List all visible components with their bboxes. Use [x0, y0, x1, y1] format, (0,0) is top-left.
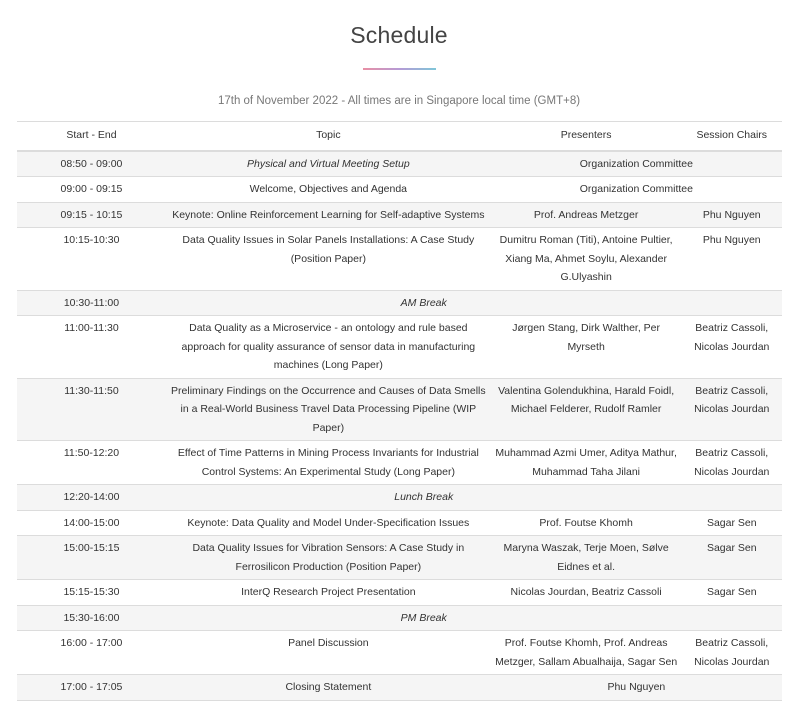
presenters-cell: Valentina Golendukhina, Harald Foidl, Michael Felderer, Rudolf Ramler — [491, 378, 682, 441]
table-row — [17, 675, 782, 701]
chairs-cell: Beatriz Cassoli, Nicolas Jourdan — [682, 316, 783, 379]
time-cell: 12:20-14:00 — [17, 485, 166, 511]
presenters-cell: Jørgen Stang, Dirk Walther, Per Myrseth — [491, 316, 682, 379]
chairs-cell: Sagar Sen — [682, 580, 783, 606]
table-row — [17, 202, 782, 228]
header-start-end: Start - End — [17, 122, 166, 151]
chairs-cell: Beatriz Cassoli, Nicolas Jourdan — [682, 441, 783, 485]
time-cell: 15:15-15:30 — [17, 580, 166, 606]
table-row — [17, 485, 782, 511]
table-row — [17, 536, 782, 580]
header-session-chairs: Session Chairs — [682, 122, 783, 151]
table-row — [17, 631, 782, 675]
topic-cell: Physical and Virtual Meeting Setup — [166, 151, 491, 177]
table-row — [17, 441, 782, 485]
time-cell: 09:15 - 10:15 — [17, 202, 166, 228]
topic-cell: Keynote: Data Quality and Model Under-Specification Issues — [166, 510, 491, 536]
time-cell: 08:50 - 09:00 — [17, 151, 166, 177]
presenters-cell: Organization Committee — [491, 151, 782, 177]
presenters-cell: Nicolas Jourdan, Beatriz Cassoli — [491, 580, 682, 606]
topic-cell: Data Quality as a Microservice - an ontology and rule based approach for quality assurance of sensor data in manufacturing machines (Long Paper) — [166, 316, 491, 379]
presenters-cell: Muhammad Azmi Umer, Aditya Mathur, Muhammad Taha Jilani — [491, 441, 682, 485]
chairs-cell: Phu Nguyen — [682, 202, 783, 228]
chairs-cell — [682, 290, 783, 316]
presenters-cell: Prof. Foutse Khomh, Prof. Andreas Metzger, Sallam Abualhaija, Sagar Sen — [491, 631, 682, 675]
topic-cell: Data Quality Issues for Vibration Sensors: A Case Study in Ferrosilicon Production (Position Paper) — [166, 536, 491, 580]
presenters-cell: Phu Nguyen — [491, 675, 782, 701]
time-cell: 10:15-10:30 — [17, 228, 166, 291]
topic-cell: Panel Discussion — [166, 631, 491, 675]
time-cell: 17:00 - 17:05 — [17, 675, 166, 701]
topic-cell: Keynote: Online Reinforcement Learning for Self-adaptive Systems — [166, 202, 491, 228]
table-row — [17, 510, 782, 536]
schedule-subtitle: 17th of November 2022 - All times are in Singapore local time (GMT+8) — [217, 95, 581, 107]
table-row — [17, 177, 782, 203]
topic-cell: Data Quality Issues in Solar Panels Installations: A Case Study (Position Paper) — [166, 228, 491, 291]
chairs-cell — [682, 485, 783, 511]
presenters-cell: Prof. Foutse Khomh — [491, 510, 682, 536]
page-title: Schedule — [350, 22, 448, 48]
topic-cell: Effect of Time Patterns in Mining Process Invariants for Industrial Control Systems: An Experimental Study (Long Paper) — [166, 441, 491, 485]
chairs-cell: Phu Nguyen — [682, 228, 783, 291]
time-cell: 11:50-12:20 — [17, 441, 166, 485]
time-cell: 11:30-11:50 — [17, 378, 166, 441]
presenters-cell: Dumitru Roman (Titi), Antoine Pultier, Xiang Ma, Ahmet Soylu, Alexander G.Ulyashin — [491, 228, 682, 291]
presenters-cell: Maryna Waszak, Terje Moen, Sølve Eidnes et al. — [491, 536, 682, 580]
time-cell: 15:00-15:15 — [17, 536, 166, 580]
presenters-cell: Prof. Andreas Metzger — [491, 202, 682, 228]
table-header-row — [17, 122, 782, 151]
time-cell: 10:30-11:00 — [17, 290, 166, 316]
chairs-cell: Sagar Sen — [682, 536, 783, 580]
chairs-cell — [682, 605, 783, 631]
topic-cell: Closing Statement — [166, 675, 491, 701]
break-cell: Lunch Break — [166, 485, 682, 511]
break-cell: PM Break — [166, 605, 682, 631]
header-topic: Topic — [166, 122, 491, 151]
presenters-cell: Organization Committee — [491, 177, 782, 203]
time-cell: 14:00-15:00 — [17, 510, 166, 536]
time-cell: 09:00 - 09:15 — [17, 177, 166, 203]
time-cell: 11:00-11:30 — [17, 316, 166, 379]
table-row — [17, 151, 782, 177]
time-cell: 16:00 - 17:00 — [17, 631, 166, 675]
table-row — [17, 605, 782, 631]
table-row — [17, 378, 782, 441]
topic-cell: InterQ Research Project Presentation — [166, 580, 491, 606]
table-row — [17, 228, 782, 291]
chairs-cell: Beatriz Cassoli, Nicolas Jourdan — [682, 378, 783, 441]
chairs-cell: Sagar Sen — [682, 510, 783, 536]
topic-cell: Preliminary Findings on the Occurrence and Causes of Data Smells in a Real-World Business Travel Data Processing Pipeline (WIP Paper) — [166, 378, 491, 441]
time-cell: 15:30-16:00 — [17, 605, 166, 631]
table-row — [17, 316, 782, 379]
table-row — [17, 290, 782, 316]
topic-cell: Welcome, Objectives and Agenda — [166, 177, 491, 203]
table-row — [17, 580, 782, 606]
header-presenters: Presenters — [491, 122, 682, 151]
title-underline — [363, 68, 436, 70]
break-cell: AM Break — [166, 290, 682, 316]
schedule-table — [17, 121, 782, 701]
chairs-cell: Beatriz Cassoli, Nicolas Jourdan — [682, 631, 783, 675]
schedule-body — [17, 151, 782, 701]
